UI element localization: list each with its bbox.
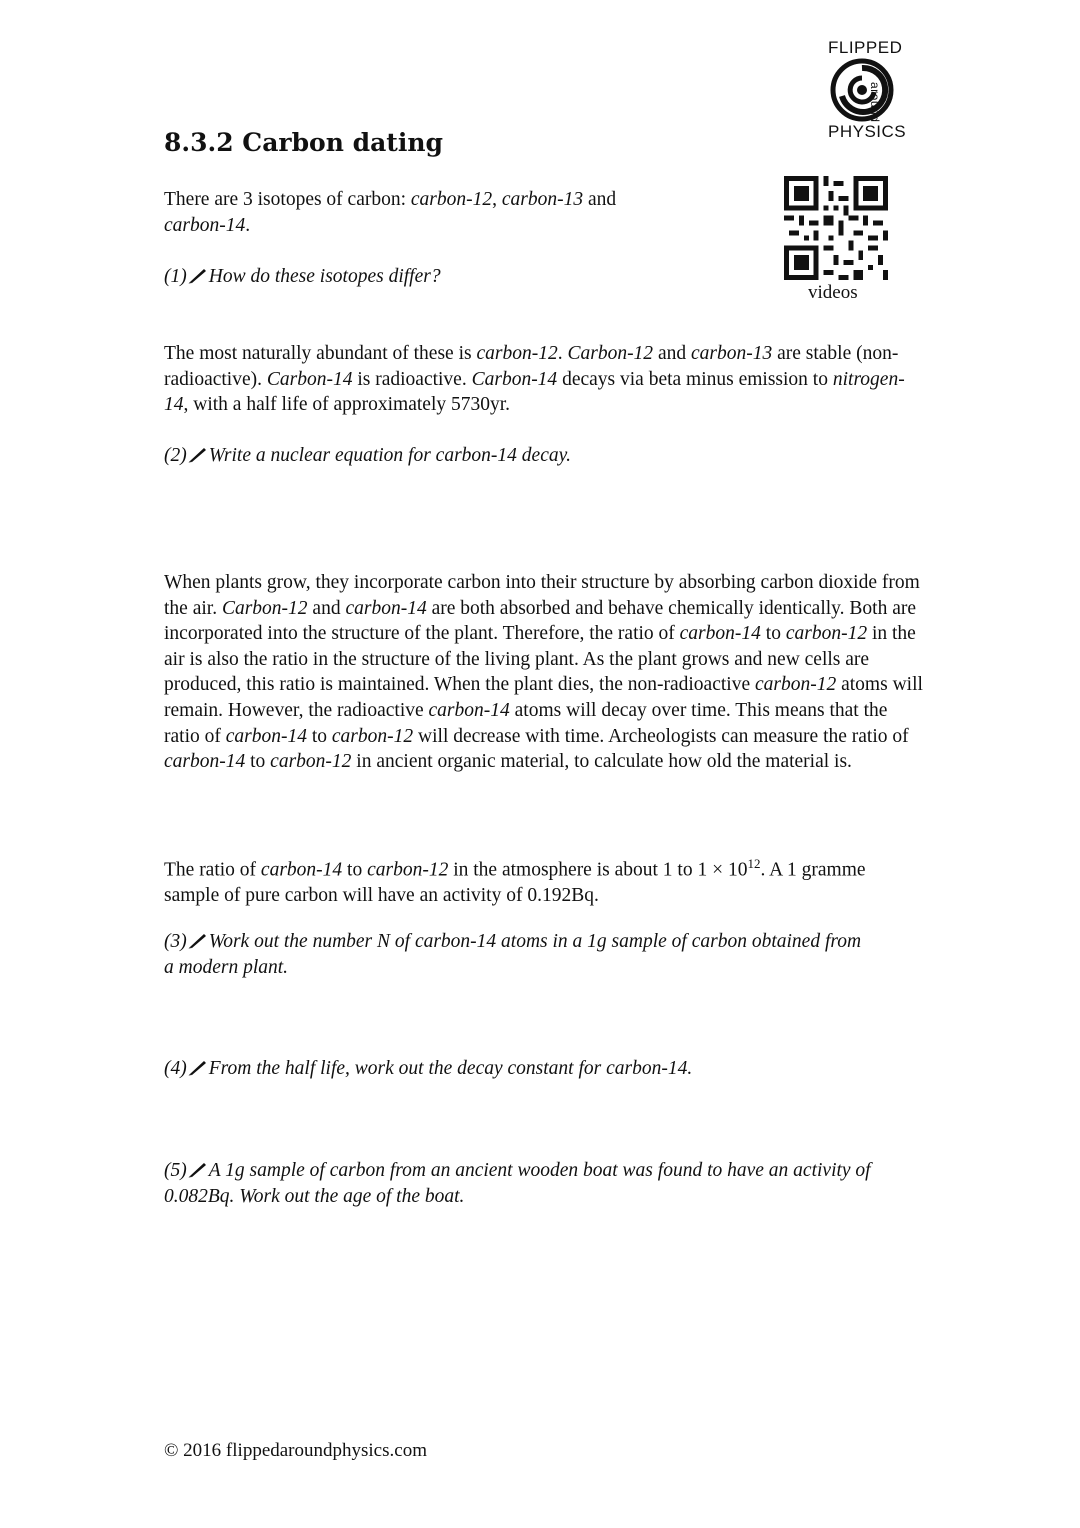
flipped-around-physics-logo <box>826 38 916 148</box>
pencil-icon <box>188 1160 208 1178</box>
question-5: (5) A 1g sample of carbon from an ancient wooden boat was found to have an activity of 0.082Bq. Work out the age of the boat. <box>164 1160 871 1207</box>
logo-bottom-text: PHYSICS <box>828 122 907 141</box>
question-3: (3) Work out the number N of carbon-14 atoms in a 1g sample of carbon obtained from a modern plant. <box>164 931 862 978</box>
section-title: 8.3.2 Carbon dating <box>164 128 443 157</box>
paragraph-ratio: The ratio of carbon-14 to carbon-12 in the atmosphere is about 1 to $1 \times 10^{12}$. A 1 gramme sample of pure carbon will have an activity of 0.192Bq. <box>164 856 866 907</box>
question-2: (2) Write a nuclear equation for carbon-14 decay. <box>164 445 572 466</box>
pencil-icon <box>188 445 208 463</box>
question-1: (1) How do these isotopes differ? <box>164 266 441 287</box>
intro-paragraph: There are 3 isotopes of carbon: carbon-12, carbon-13 and carbon-14. <box>164 189 617 236</box>
qr-caption: videos <box>808 282 858 303</box>
logo-top-text: FLIPPED <box>828 38 903 57</box>
paragraph-plants: When plants grow, they incorporate carbon into their structure by absorbing carbon dioxide from the air. Carbon-12 and carbon-14 are both absorbed and behave chemically identically. Both are incorporated into the structure of the plant. Therefore, the ratio of carbon-14 to carbon-12 in the air is also the ratio in the structure of the living plant. As the plant grows and new cells are produced, this ratio is maintained. When the plant dies, the non-radioactive carbon-12 atoms will remain. However, the radioactive carbon-14 atoms will decay over time. This means that the ratio of carbon-14 to carbon-12 will decrease with time. Archeologists can measure the ratio of carbon-14 to carbon-12 in ancient organic material, to calculate how old the material is. <box>164 572 923 773</box>
question-4: (4) From the half life, work out the decay constant for carbon-14. <box>164 1058 693 1079</box>
logo-side-text: around <box>868 82 882 123</box>
copyright-footer: © 2016 flippedaroundphysics.com <box>164 1440 427 1461</box>
paragraph-abundance: The most naturally abundant of these is carbon-12. Carbon-12 and carbon-13 are stable (non-radioactive). Carbon-14 is radioactive. Carbon-14 decays via beta minus emission to nitrogen-14, with a half life of approximately 5730yr. <box>164 343 905 416</box>
pencil-icon <box>188 1058 208 1076</box>
spiral-logo-icon <box>830 58 894 122</box>
pencil-icon <box>188 266 208 284</box>
pencil-icon <box>188 931 208 949</box>
